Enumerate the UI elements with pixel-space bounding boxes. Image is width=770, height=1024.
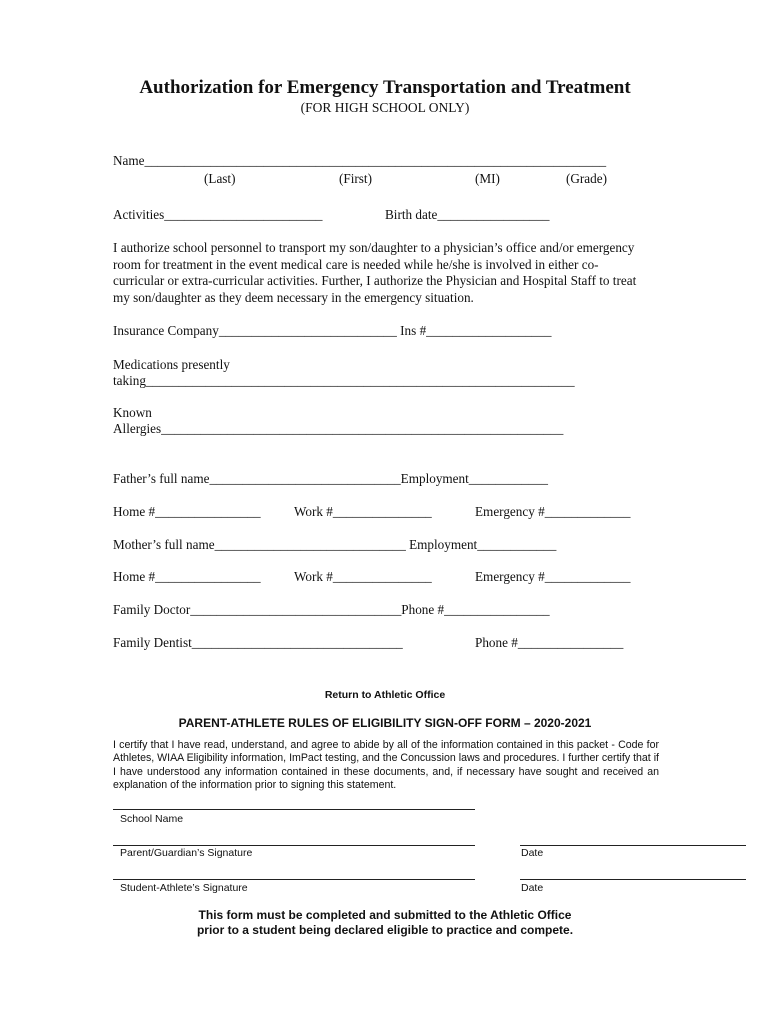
parent-signature-line[interactable] bbox=[113, 845, 475, 846]
mother-home-field[interactable]: Home #________________ bbox=[113, 569, 261, 584]
school-name-label: School Name bbox=[120, 813, 184, 825]
mother-emergency-field[interactable]: Emergency #_____________ bbox=[475, 569, 631, 584]
mother-name-field[interactable]: Mother’s full name_____________________________ Employment____________ bbox=[113, 537, 557, 552]
name-grade-label: (Grade) bbox=[566, 171, 607, 186]
footer-line-1: This form must be completed and submitted to the Athletic Office bbox=[198, 908, 572, 922]
allergies-field[interactable]: Allergies_____________________________________________________________ bbox=[113, 421, 564, 436]
student-signature-label: Student-Athlete’s Signature bbox=[120, 882, 248, 894]
father-emergency-field[interactable]: Emergency #_____________ bbox=[475, 504, 631, 519]
student-signature-line[interactable] bbox=[113, 879, 475, 880]
name-mi-label: (MI) bbox=[475, 171, 500, 186]
return-instruction: Return to Athletic Office bbox=[324, 689, 446, 701]
medications-label: Medications presently bbox=[113, 357, 230, 372]
father-work-field[interactable]: Work #_______________ bbox=[294, 504, 432, 519]
signoff-title: PARENT-ATHLETE RULES OF ELIGIBILITY SIGN-OFF FORM – 2020-2021 bbox=[178, 716, 592, 730]
authorization-paragraph: I authorize school personnel to transport my son/daughter to a physician’s office and/or emergency room for treatment in the event medical care is needed while he/she is involved in either co-curricular or extra-curricular activities. Further, I authorize the Physician and Hospital Staff to treat my son/daughter as they deem necessary in the emergency situation. bbox=[113, 240, 637, 305]
activities-field[interactable]: Activities________________________ bbox=[113, 207, 323, 222]
allergies-label: Known bbox=[113, 405, 152, 420]
form-subtitle: (FOR HIGH SCHOOL ONLY) bbox=[300, 100, 470, 115]
school-name-line[interactable] bbox=[113, 809, 475, 810]
dentist-phone-field[interactable]: Phone #________________ bbox=[475, 635, 624, 650]
name-first-label: (First) bbox=[339, 171, 372, 186]
medications-field[interactable]: taking_________________________________________________________________ bbox=[113, 373, 575, 388]
family-doctor-field[interactable]: Family Doctor________________________________Phone #________________ bbox=[113, 602, 550, 617]
student-date-line[interactable] bbox=[520, 879, 746, 880]
form-title: Authorization for Emergency Transportation and Treatment bbox=[139, 77, 631, 98]
parent-date-line[interactable] bbox=[520, 845, 746, 846]
father-home-field[interactable]: Home #________________ bbox=[113, 504, 261, 519]
student-date-label: Date bbox=[521, 882, 544, 894]
parent-date-label: Date bbox=[521, 847, 544, 859]
family-dentist-field[interactable]: Family Dentist________________________________ bbox=[113, 635, 403, 650]
father-name-field[interactable]: Father’s full name_____________________________Employment____________ bbox=[113, 471, 548, 486]
certification-paragraph: I certify that I have read, understand, and agree to abide by all of the information contained in this packet - Code for Athletes, WIAA Eligibility information, ImPact testing, and the Concussion laws and procedures. I further certify that if I have understood any information contained in these documents, and, if necessary have sought and received an explanation of the information prior to signing this statement. bbox=[113, 739, 659, 792]
name-last-label: (Last) bbox=[204, 171, 236, 186]
insurance-field[interactable]: Insurance Company___________________________ Ins #___________________ bbox=[113, 323, 552, 338]
footer-line-2: prior to a student being declared eligible to practice and compete. bbox=[196, 923, 574, 937]
birthdate-field[interactable]: Birth date_________________ bbox=[385, 207, 550, 222]
parent-signature-label: Parent/Guardian’s Signature bbox=[120, 847, 253, 859]
name-field[interactable]: Name______________________________________________________________________ bbox=[113, 153, 607, 168]
mother-work-field[interactable]: Work #_______________ bbox=[294, 569, 432, 584]
